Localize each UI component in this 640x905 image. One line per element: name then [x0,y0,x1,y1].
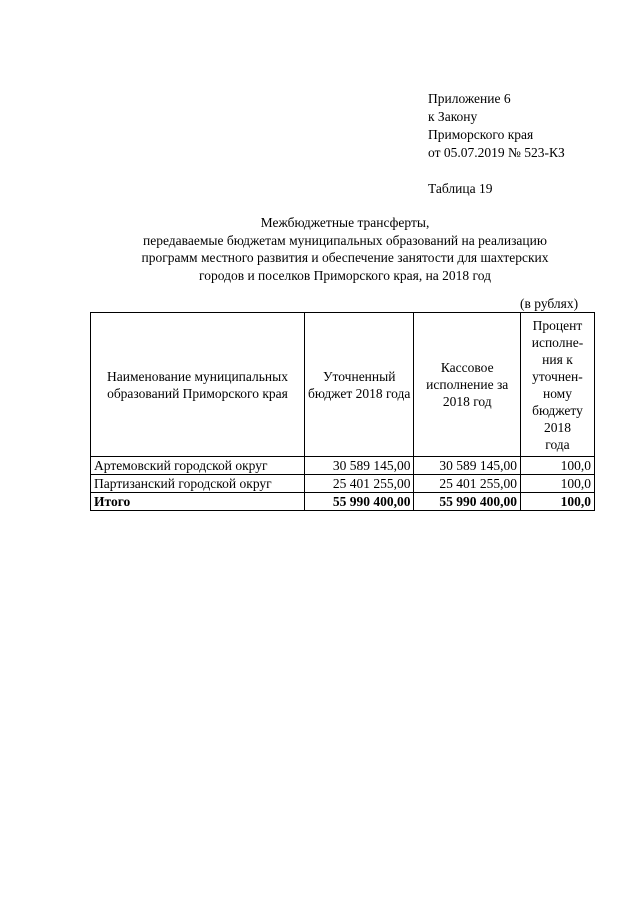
table-total-row [91,493,595,511]
cell-total-execution-percent: 100,0 [520,493,594,511]
cell-execution-percent: 100,0 [520,457,594,475]
transfers-table [90,312,595,511]
title-line: программ местного развития и обеспечение занятости для шахтерских [141,250,549,265]
title-line: городов и поселков Приморского края, на 2018 год [199,267,491,283]
table-row [91,475,595,493]
appendix-line: Приморского края [428,127,534,142]
appendix-line: к Закону [428,109,478,124]
cell-adjusted-budget: 25 401 255,00 [304,475,414,493]
cell-total-cash-execution: 55 990 400,00 [414,493,520,511]
table-header-row [91,313,595,457]
title-line: передаваемые бюджетам муниципальных образований на реализацию [143,232,547,248]
appendix-block [428,90,565,198]
header-execution-percent: Процент исполне- ния к уточнен- ному бюджету 2018 года [520,313,594,457]
cell-municipality: Партизанский городской округ [91,475,305,493]
header-adjusted-budget: Уточненный бюджет 2018 года [304,313,414,457]
cell-adjusted-budget: 30 589 145,00 [304,457,414,475]
appendix-line: Приложение 6 [428,91,511,106]
table-row [91,457,595,475]
document-title [95,214,595,284]
cell-total-label: Итого [91,493,305,511]
header-cash-execution: Кассовое исполнение за 2018 год [414,313,520,457]
cell-cash-execution: 25 401 255,00 [414,475,520,493]
cell-municipality: Артемовский городской округ [91,457,305,475]
title-line: Межбюджетные трансферты, [260,215,430,230]
header-municipality: Наименование муниципальных образований Приморского края [91,313,305,457]
table-number: Таблица 19 [428,181,493,196]
appendix-line: от 05.07.2019 № 523-КЗ [428,145,565,160]
cell-total-adjusted-budget: 55 990 400,00 [304,493,414,511]
units-note: (в рублях) [520,296,579,311]
cell-cash-execution: 30 589 145,00 [414,457,520,475]
cell-execution-percent: 100,0 [520,475,594,493]
